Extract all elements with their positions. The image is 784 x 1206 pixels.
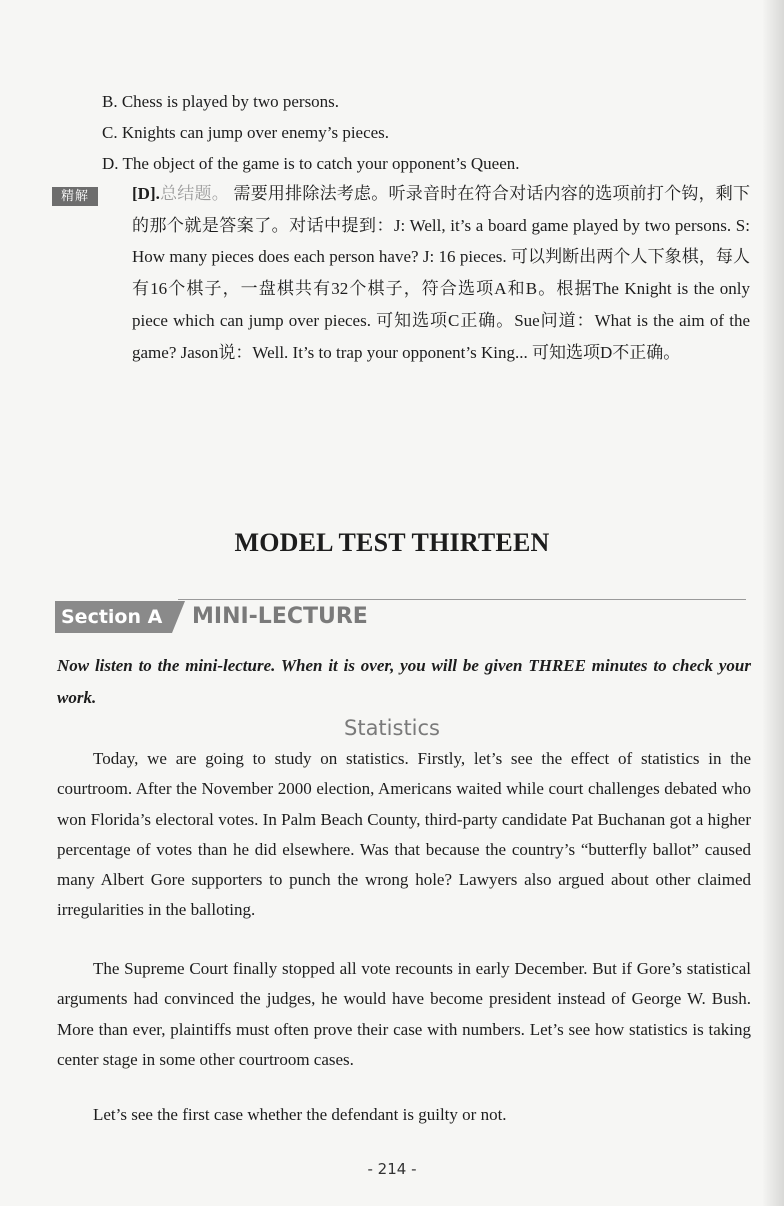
option-d: D. The object of the game is to catch your opponent’s Queen. (102, 154, 520, 173)
page-number: - 214 - (367, 1160, 417, 1178)
question-type: 总结题。 (159, 184, 229, 203)
explanation-body: 需要用排除法考虑。听录音时在符合对话内容的选项前打个钩，剩下的那个就是答案了。对话中提到：J: Well, it’s a board game played by two persons. S: How many pieces does each person have? J: 16 pieces. 可以判断出两个人下象棋，每人有16个棋子，一盘棋共有32个棋子，符合选项A和B。根据The Knight is the only piece which can jump over pieces. 可知选项C正确。Sue问道：What is the aim of the game? Jason说：Well. It’s to trap your opponent’s King... 可知选项D不正确。 (132, 184, 751, 362)
section-title: MINI-LECTURE (192, 604, 368, 629)
lecture-title: Statistics (344, 716, 440, 740)
option-b: B. Chess is played by two persons. (102, 92, 340, 111)
answer-key: [D]. (132, 184, 160, 203)
explanation-badge: 精解 (52, 187, 98, 206)
test-heading: MODEL TEST THIRTEEN (234, 528, 550, 557)
section-rule (178, 599, 746, 600)
explanation-text (132, 178, 750, 368)
lecture-paragraph: Let’s see the first case whether the defendant is guilty or not. (93, 1105, 507, 1124)
instruction-text: Now listen to the mini-lecture. When it is over, you will be given THREE minutes to check your work. (57, 656, 751, 707)
section-tab-label: Section A (61, 606, 163, 628)
page-edge-shadow (762, 0, 784, 1206)
lecture-paragraph: Today, we are going to study on statistics. Firstly, let’s see the effect of statistics in the courtroom. After the November 2000 election, Americans waited while court challenges debated who won Florida’s electoral votes. In Palm Beach County, third-party candidate Pat Buchanan got a higher percentage of votes than he did elsewhere. Was that because the country’s “butterfly ballot” caused many Albert Gore supporters to punch the wrong hole? Lawyers also argued about other claimed irregularities in the balloting. (57, 749, 751, 920)
lecture-paragraph: The Supreme Court finally stopped all vote recounts in early December. But if Gore’s statistical arguments had convinced the judges, he would have become president instead of George W. Bush. More than ever, plaintiffs must often prove their case with numbers. Let’s see how statistics is taking center stage in some other courtroom cases. (57, 959, 751, 1069)
option-c: C. Knights can jump over enemy’s pieces. (102, 123, 390, 142)
